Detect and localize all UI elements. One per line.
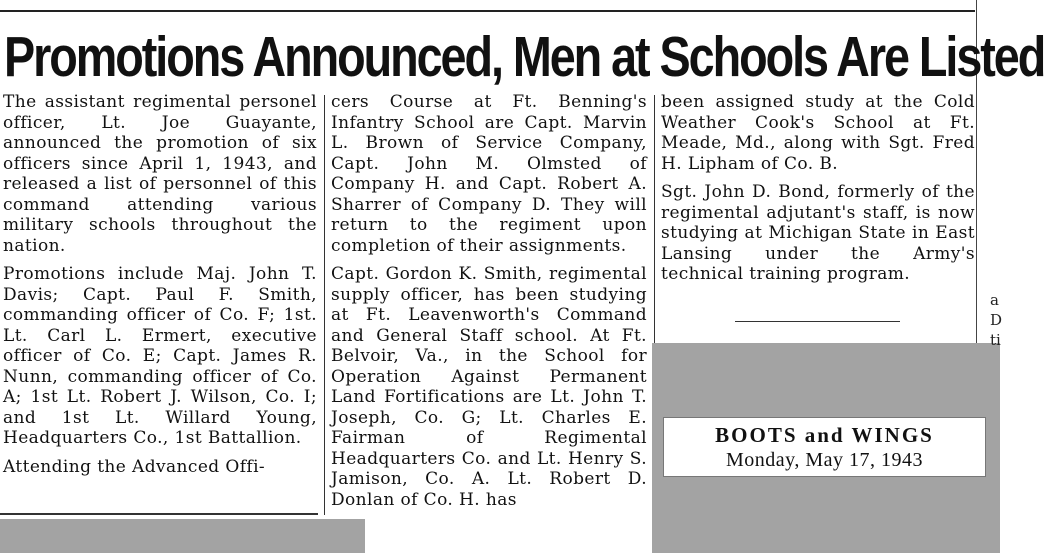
column-divider — [654, 95, 655, 345]
headline: Promotions Announced, Men at Schools Are Listed — [4, 25, 1044, 89]
paragraph: Promotions include Maj. John T. Davis; Capt. Paul F. Smith, commanding officer of Co. F; 1st. Lt. Carl L. Ermert, executive officer of Co. E; Capt. James R. Nunn, commanding officer of Co. A; 1st Lt. Robert J. Wilson, Co. I; and 1st Lt. Willard Young, Headquarters Co., 1st Battallion. — [3, 264, 317, 448]
section-rule — [735, 321, 900, 322]
scan-mask-region — [0, 519, 365, 553]
masthead-date: Monday, May 17, 1943 — [725, 449, 924, 471]
article-column-3 — [661, 92, 975, 285]
paragraph: cers Course at Ft. Benning's Infantry School are Capt. Marvin L. Brown of Service Company, Capt. John M. Olmsted of Company H. and Capt. Robert A. Sharrer of Company D. They will return to the regiment upon completion of their assignments. — [331, 92, 647, 256]
paragraph: Sgt. John D. Bond, formerly of the regimental adjutant's staff, is now studying at Michigan State in East Lansing under the Army's technical training program. — [661, 182, 975, 284]
article-column-2 — [331, 92, 647, 510]
paragraph: The assistant regimental personel officer, Lt. Joe Guayante, announced the promotion of six officers since April 1, 1943, and released a list of personnel of this command attending various military schools throughout the nation. — [3, 92, 317, 256]
edge-text-fragment: ti — [990, 331, 1001, 349]
column-divider — [324, 95, 325, 515]
masthead-title: BOOTS and WINGS — [715, 423, 934, 447]
bottom-rule — [0, 513, 318, 515]
masthead-box — [663, 417, 986, 477]
paragraph: Capt. Gordon K. Smith, regimental supply officer, has been studying at Ft. Leavenworth's Command and General Staff school. At Ft. Belvoir, Va., in the School for Operation Against Permanent Land Fortifications are Lt. John T. Joseph, Co. G; Lt. Charles E. Fairman of Regimental Headquarters Co. and Lt. Henry S. Jamison, Co. A. Lt. Robert D. Donlan of Co. H. has — [331, 264, 647, 510]
paragraph: Attending the Advanced Offi- — [3, 456, 266, 477]
edge-text-fragment: a — [990, 291, 999, 309]
article-column-1 — [3, 92, 317, 477]
edge-text-fragment: D — [990, 311, 1003, 329]
top-rule — [0, 10, 975, 12]
paragraph: been assigned study at the Cold Weather Cook's School at Ft. Meade, Md., along with Sgt. Fred H. Lipham of Co. B. — [661, 92, 975, 174]
